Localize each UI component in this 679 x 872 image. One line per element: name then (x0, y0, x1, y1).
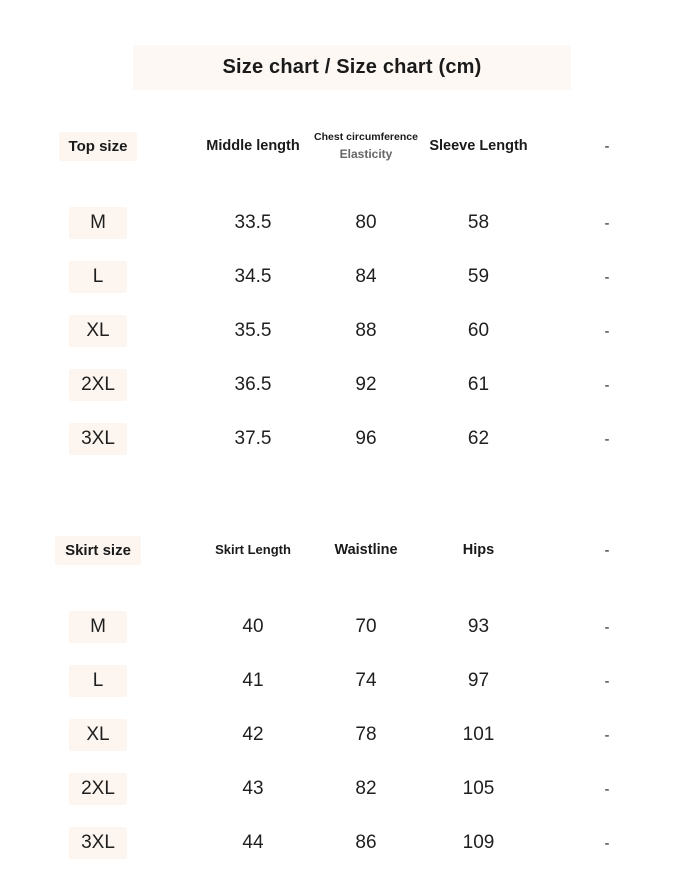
cell-chest: 88 (355, 320, 377, 341)
header-cell-sleeve-length: Sleeve Length (429, 138, 528, 154)
header-cell-blank: - (604, 137, 610, 155)
row-size-label: XL (0, 304, 196, 358)
cell-middle-length: 35.5 (234, 320, 272, 341)
cell-hips: 93 (467, 616, 490, 637)
header-chest-elasticity: Elasticity (339, 146, 393, 161)
table-row (0, 304, 679, 358)
page-title: Size chart / Size chart (cm) (222, 56, 482, 78)
cell-blank: - (604, 834, 610, 852)
cell-blank: - (604, 780, 610, 798)
header-spacer (0, 578, 679, 600)
cell-blank: - (604, 268, 610, 286)
table-header-row (0, 118, 679, 174)
row-size-label: 3XL (0, 412, 196, 466)
header-cell-chest-circumference (310, 118, 422, 174)
cell-blank: - (604, 430, 610, 448)
cell-skirt-length: 41 (242, 670, 264, 691)
cell-skirt-length: 43 (242, 778, 264, 799)
skirt-size-table (0, 522, 679, 870)
cell-blank: - (604, 618, 610, 636)
cell-waistline: 70 (355, 616, 377, 637)
cell-chest: 84 (355, 266, 377, 287)
header-cell-waistline: Waistline (334, 542, 398, 558)
cell-blank: - (604, 214, 610, 232)
row-size-label: L (0, 654, 196, 708)
row-size-label: 3XL (0, 816, 196, 870)
cell-sleeve: 60 (467, 320, 490, 341)
table-row (0, 412, 679, 466)
cell-waistline: 74 (355, 670, 377, 691)
cell-blank: - (604, 376, 610, 394)
cell-waistline: 86 (355, 832, 377, 853)
header-cell-middle-length: Middle length (206, 138, 300, 154)
table-row (0, 600, 679, 654)
cell-hips: 101 (462, 724, 495, 745)
header-spacer (0, 174, 679, 196)
table-row (0, 816, 679, 870)
cell-middle-length: 37.5 (234, 428, 272, 449)
row-size-label: M (0, 196, 196, 250)
title-banner (133, 45, 571, 90)
cell-middle-length: 34.5 (234, 266, 272, 287)
cell-sleeve: 62 (467, 428, 490, 449)
skirt-size-chart (0, 522, 679, 870)
table-row (0, 654, 679, 708)
cell-chest: 80 (355, 212, 377, 233)
cell-hips: 105 (462, 778, 495, 799)
header-cell-skirt-length: Skirt Length (215, 542, 291, 558)
header-cell-size: Skirt size (0, 522, 196, 578)
table-row (0, 250, 679, 304)
row-size-label: M (0, 600, 196, 654)
cell-blank: - (604, 322, 610, 340)
cell-blank: - (604, 726, 610, 744)
table-row (0, 358, 679, 412)
cell-waistline: 82 (355, 778, 377, 799)
cell-skirt-length: 40 (242, 616, 264, 637)
table-row (0, 196, 679, 250)
cell-hips: 97 (467, 670, 490, 691)
header-cell-blank: - (604, 541, 610, 559)
header-chest-label: Chest circumference (314, 130, 418, 143)
cell-sleeve: 58 (467, 212, 490, 233)
cell-sleeve: 59 (467, 266, 490, 287)
top-size-table (0, 118, 679, 466)
top-size-chart (0, 118, 679, 466)
table-header-row (0, 522, 679, 578)
cell-chest: 92 (355, 374, 377, 395)
spacer-cell (0, 578, 679, 600)
cell-chest: 96 (355, 428, 377, 449)
cell-blank: - (604, 672, 610, 690)
cell-waistline: 78 (355, 724, 377, 745)
cell-skirt-length: 42 (242, 724, 264, 745)
cell-skirt-length: 44 (242, 832, 264, 853)
row-size-label: 2XL (0, 358, 196, 412)
table-row (0, 762, 679, 816)
row-size-label: XL (0, 708, 196, 762)
table-row (0, 708, 679, 762)
row-size-label: L (0, 250, 196, 304)
row-size-label: 2XL (0, 762, 196, 816)
cell-sleeve: 61 (467, 374, 490, 395)
cell-hips: 109 (462, 832, 495, 853)
cell-middle-length: 33.5 (234, 212, 272, 233)
spacer-cell (0, 174, 679, 196)
header-cell-hips: Hips (462, 542, 495, 558)
cell-middle-length: 36.5 (234, 374, 272, 395)
header-cell-size: Top size (0, 118, 196, 174)
